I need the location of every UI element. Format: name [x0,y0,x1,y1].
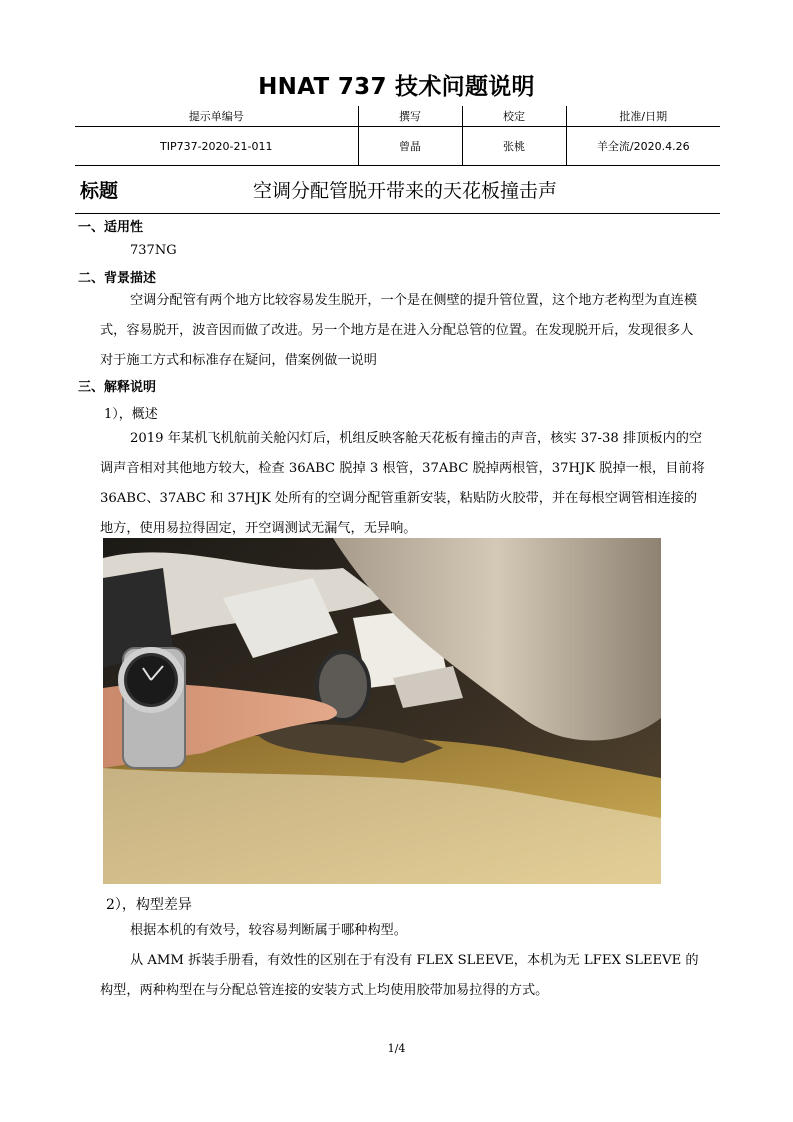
page-number: 1/4 [387,1042,406,1055]
background-paragraph: 空调分配管有两个地方比较容易发生脱开，一个是在侧壁的提升管位置，这个地方老构型为直连模式，容易脱开，波音因而做了改进。另一个地方是在进入分配总管的位置。在发现脱开后，发现很多人对于施工方式和标准存在疑问，借案例做一说明 [100,293,698,368]
approver-date: 羊全流/2020.4.26 [566,127,720,166]
author: 曾晶 [358,127,462,166]
subsection-configuration: 2），构型差异 [106,897,192,913]
meta-header-cell: 校定 [462,106,566,127]
meta-value-row [75,127,720,166]
meta-header-row [75,106,720,127]
subject-divider [75,213,720,214]
meta-header-cell: 批准/日期 [566,106,720,127]
overview-paragraph: 2019 年某机飞机航前关舱闪灯后，机组反映客舱天花板有撞击的声音，核实 37-38 排顶板内的空调声音相对其他地方较大，检查 36ABC 脱掉 3 根管，37ABC 脱掉两根管，37HJK 脱掉一根，目前将 36ABC、37ABC 和 37HJK 处所有的空调分配管重新安装，粘贴防火胶带，并在每根空调管相连接的地方，使用易拉得固定，开空调测试无漏气，无异响。 [100,431,705,536]
section-heading-explanation: 三、解释说明 [78,380,157,395]
configuration-paragraph-1: 根据本机的有效号，较容易判断属于哪种构型。 [130,923,407,938]
subsection-overview: 1），概述 [104,407,158,422]
section-heading-applicability: 一、适用性 [78,220,144,235]
tip-number: TIP737-2020-21-011 [75,127,358,166]
configuration-paragraph-2: 从 AMM 拆装手册看，有效性的区别在于有没有 FLEX SLEEVE，本机为无 LFEX SLEEVE 的构型，两种构型在与分配总管连接的安装方式上均使用胶带加易拉得的方式。 [100,953,699,998]
subject-label: 标题 [80,180,119,202]
meta-header-cell: 撰写 [358,106,462,127]
document-title: HNAT 737 技术问题说明 [258,74,535,100]
meta-table [75,106,720,166]
reviewer: 张桃 [462,127,566,166]
applicability-text: 737NG [130,243,177,258]
section-heading-background: 二、背景描述 [78,271,157,286]
meta-header-cell: 提示单编号 [75,106,358,127]
duct-photo [103,538,661,884]
subject-text: 空调分配管脱开带来的天花板撞击声 [253,180,558,202]
